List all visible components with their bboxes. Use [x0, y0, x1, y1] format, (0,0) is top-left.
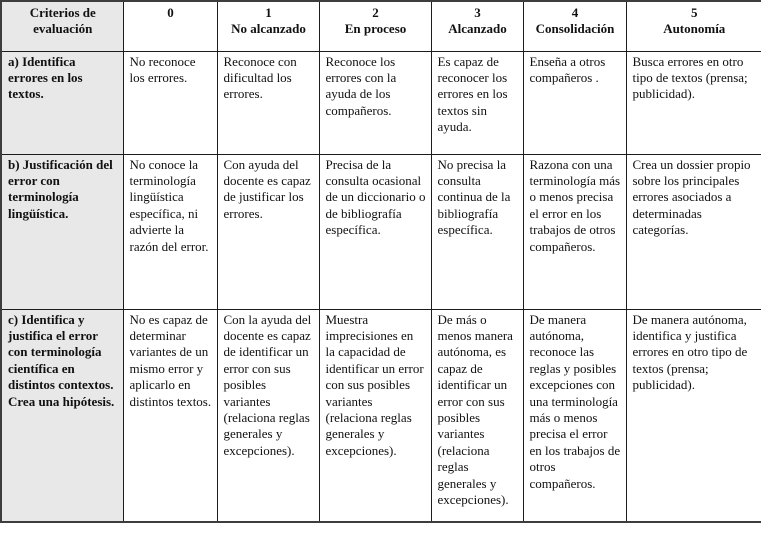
level-label: Consolidación [535, 21, 615, 37]
level-number: 0 [167, 5, 174, 20]
level-number: 4 [571, 5, 579, 20]
level-header-3 [431, 1, 523, 51]
cell-a-2: Reconoce los errores con la ayuda de los compañeros. [319, 51, 431, 154]
criterion-label-b: b) Justificación del error con terminología lingüística. [1, 154, 123, 309]
header-row [1, 1, 761, 51]
cell-c-4: De manera autónoma, reconoce las reglas y posibles excepciones con una terminología más o menos precisa el error en los trabajos de otros compañeros. [523, 309, 626, 522]
level-number: 2 [372, 5, 379, 20]
cell-a-0: No reconoce los errores. [123, 51, 217, 154]
criteria-column-header [1, 1, 123, 51]
criterion-label-a: a) Identifica errores en los textos. [1, 51, 123, 154]
level-label: En proceso [344, 21, 407, 37]
level-number: 3 [474, 5, 481, 20]
level-header-4 [523, 1, 626, 51]
level-number: 1 [265, 5, 272, 20]
cell-b-2: Precisa de la consulta ocasional de un diccionario o de bibliografía específica. [319, 154, 431, 309]
criterion-row-c [1, 309, 761, 522]
cell-a-5: Busca errores en otro tipo de textos (prensa; publicidad). [626, 51, 761, 154]
cell-b-4: Razona con una terminología más o menos precisa el error en los trabajos de otros compañeros. [523, 154, 626, 309]
criterion-row-b [1, 154, 761, 309]
cell-c-0: No es capaz de determinar variantes de un mismo error y aplicarlo en distintos textos. [123, 309, 217, 522]
cell-c-5: De manera autónoma, identifica y justifica errores en otro tipo de textos (prensa; publicidad). [626, 309, 761, 522]
cell-c-3: De más o menos manera autónoma, es capaz de identificar un error con sus posibles variantes (relaciona reglas generales y excepciones). [431, 309, 523, 522]
level-header-1 [217, 1, 319, 51]
criteria-header-label: Criterios de evaluación [29, 5, 96, 37]
level-label: No alcanzado [231, 21, 306, 37]
cell-b-5: Crea un dossier propio sobre los principales errores asociados a determinadas categorías. [626, 154, 761, 309]
level-header-2 [319, 1, 431, 51]
level-label: Autonomía [663, 21, 726, 37]
criterion-row-a [1, 51, 761, 154]
cell-b-1: Con ayuda del docente es capaz de justificar los errores. [217, 154, 319, 309]
cell-a-3: Es capaz de reconocer los errores en los textos sin ayuda. [431, 51, 523, 154]
cell-c-1: Con la ayuda del docente es capaz de identificar un error con sus posibles variantes (relaciona reglas generales y excepciones). [217, 309, 319, 522]
level-header-0 [123, 1, 217, 51]
cell-a-4: Enseña a otros compañeros . [523, 51, 626, 154]
level-label: Alcanzado [448, 21, 507, 37]
cell-c-2: Muestra imprecisiones en la capacidad de identificar un error con sus posibles variantes (relaciona reglas generales y excepciones). [319, 309, 431, 522]
cell-a-1: Reconoce con dificultad los errores. [217, 51, 319, 154]
criterion-label-c: c) Identifica y justifica el error con terminología científica en distintos contextos. Crea una hipótesis. [1, 309, 123, 522]
level-header-5 [626, 1, 761, 51]
level-number: 5 [691, 5, 698, 20]
cell-b-3: No precisa la consulta continua de la bibliografía específica. [431, 154, 523, 309]
cell-b-0: No conoce la terminología lingüística específica, ni advierte la razón del error. [123, 154, 217, 309]
